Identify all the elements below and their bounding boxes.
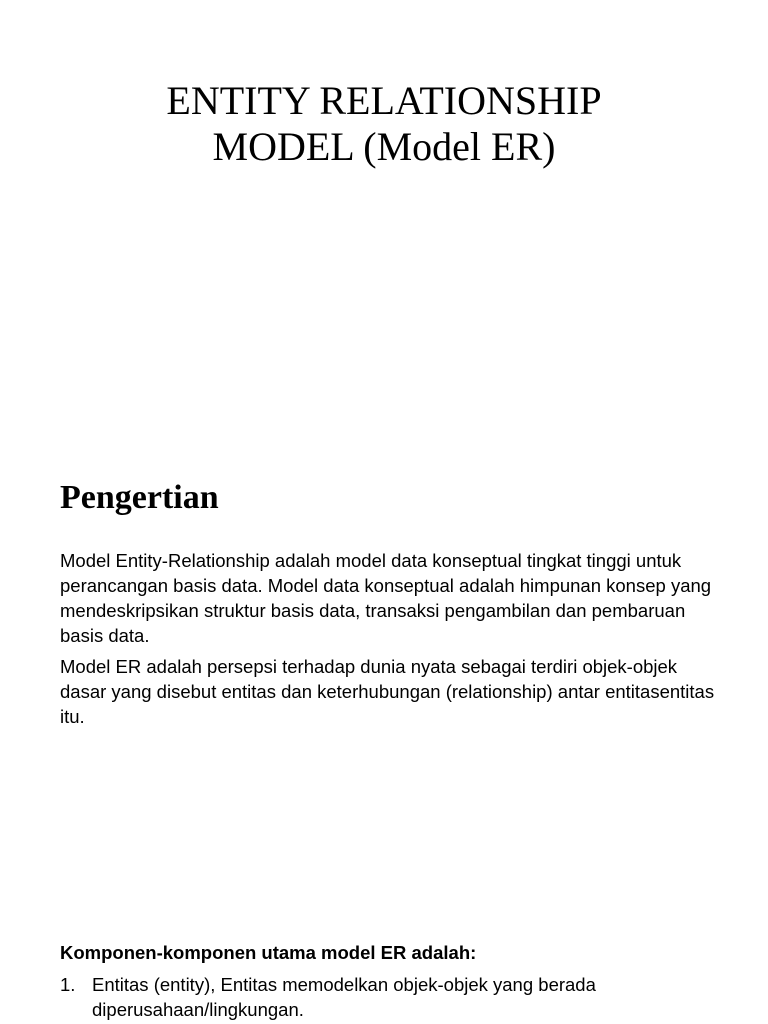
components-list: [60, 972, 720, 1022]
list-item-number: 1.: [60, 974, 76, 995]
list-item: [60, 972, 720, 1022]
components-heading: Komponen-komponen utama model ER adalah:: [60, 942, 477, 963]
definition-heading: Pengertian: [60, 479, 219, 516]
definition-paragraph-2: Model ER adalah persepsi terhadap dunia nyata sebagai terdiri objek-objek dasar yang disebut entitas dan keterhubungan (relationship) antar entitasentitas itu.: [60, 656, 715, 727]
title-slide: [0, 0, 768, 430]
list-item-text: Entitas (entity), Entitas memodelkan objek-objek yang berada diperusahaan/lingkungan.: [92, 974, 596, 1020]
definition-paragraph-1: Model Entity-Relationship adalah model data konseptual tingkat tinggi untuk perancangan basis data. Model data konseptual adalah himpunan konsep yang mendeskripsikan struktur basis data, transaksi pengambilan dan pembaruan basis data.: [60, 550, 712, 646]
definition-slide: [0, 430, 768, 910]
slide-title: [0, 78, 768, 170]
components-slide: [0, 910, 768, 1024]
slide-title-line-1: ENTITY RELATIONSHIP: [166, 78, 602, 123]
slide-title-line-2: MODEL (Model ER): [212, 124, 556, 169]
